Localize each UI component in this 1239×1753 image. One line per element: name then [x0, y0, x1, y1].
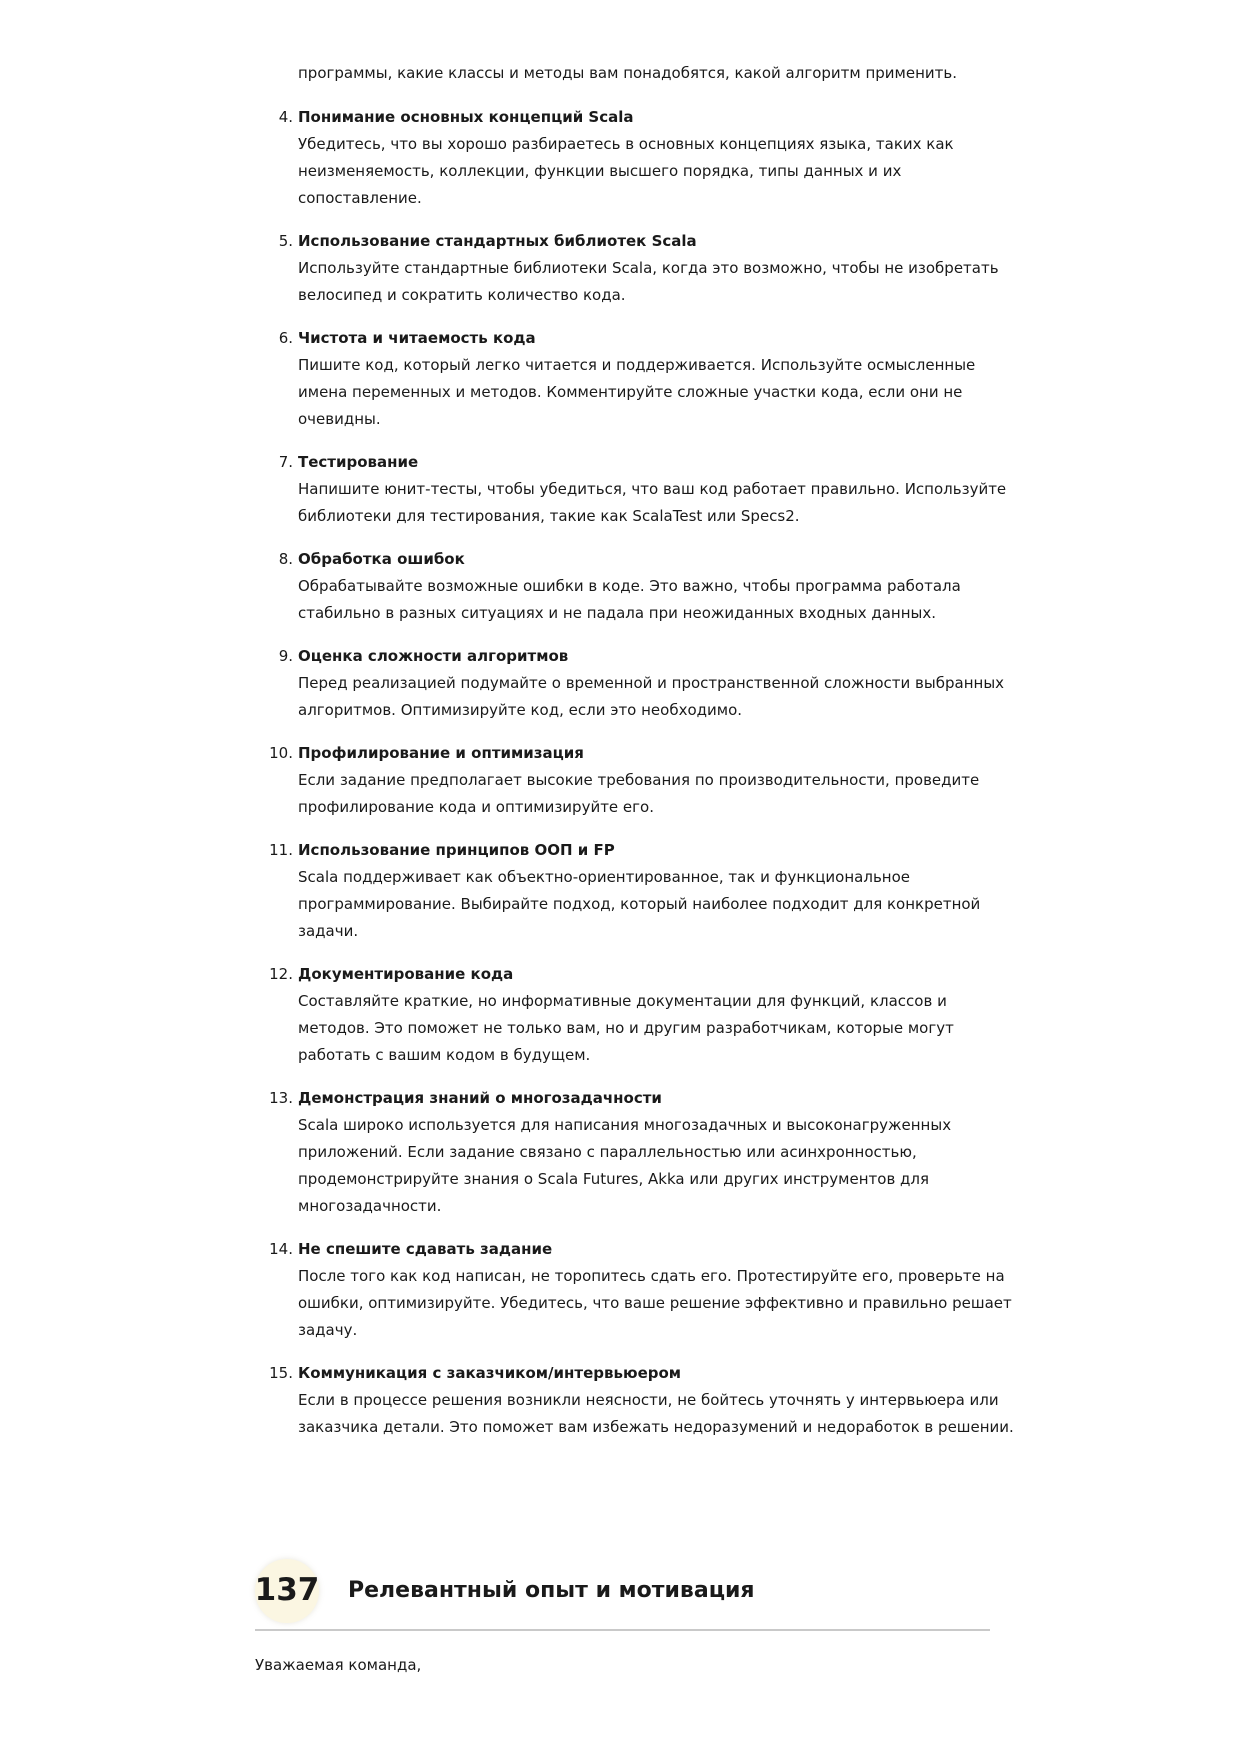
list-item-text — [298, 131, 998, 212]
list-item-number: 14. — [269, 1240, 293, 1258]
list-item — [269, 837, 998, 945]
text-line: ошибки, оптимизируйте. Убедитесь, что ваше решение эффективно и правильно решает — [298, 1294, 1012, 1312]
section-divider — [255, 1629, 990, 1631]
text-line: работать с вашим кодом в будущем. — [298, 1046, 591, 1064]
list-item-title: Демонстрация знаний о многозадачности — [298, 1089, 662, 1107]
text-line: продемонстрируйте знания о Scala Futures, Akka или других инструментов для — [298, 1170, 930, 1188]
text-line: Если задание предполагает высокие требования по производительности, проведите — [298, 771, 980, 789]
list-item-title: Тестирование — [298, 453, 419, 471]
list-item-text — [298, 1263, 1012, 1344]
list-item — [269, 961, 998, 1069]
text-line: алгоритмов. Оптимизируйте код, если это необходимо. — [298, 701, 743, 719]
text-line: Используйте стандартные библиотеки Scala, когда это возможно, чтобы не изобретать — [298, 259, 999, 277]
text-line: очевидны. — [298, 410, 381, 428]
list-item-number: 4. — [278, 108, 293, 126]
list-item-title: Профилирование и оптимизация — [298, 744, 584, 762]
text-line: приложений. Если задание связано с параллельностью или асинхронностью, — [298, 1143, 917, 1161]
list-item-number: 9. — [278, 647, 293, 665]
text-line: неизменяемость, коллекции, функции высшего порядка, типы данных и их — [298, 162, 902, 180]
list-item-number: 8. — [278, 550, 293, 568]
list-item-text — [298, 476, 1007, 530]
intro-text: программы, какие классы и методы вам понадобятся, какой алгоритм применить. — [298, 64, 957, 82]
list-item — [269, 1236, 1012, 1344]
text-line: Если в процессе решения возникли неясности, не бойтесь уточнять у интервьюера или — [298, 1391, 999, 1409]
list-item — [278, 643, 1005, 724]
list-item-number: 6. — [278, 329, 293, 347]
list-item — [269, 1085, 998, 1220]
text-line: стабильно в разных ситуациях и не падала при неожиданных входных данных. — [298, 604, 937, 622]
text-line: Составляйте краткие, но информативные документации для функций, классов и — [298, 992, 947, 1010]
list-item-number: 11. — [269, 841, 293, 859]
list-item-title: Чистота и читаемость кода — [298, 329, 536, 347]
list-item — [278, 546, 998, 627]
list-item — [278, 104, 998, 212]
list-item-text — [298, 255, 998, 309]
list-item-number: 15. — [269, 1364, 293, 1382]
text-line: Перед реализацией подумайте о временной и пространственной сложности выбранных — [298, 674, 1005, 692]
text-line: сопоставление. — [298, 189, 422, 207]
text-line: велосипед и сократить количество кода. — [298, 286, 626, 304]
list-item-text — [298, 864, 998, 945]
text-line: Убедитесь, что вы хорошо разбираетесь в основных концепциях языка, таких как — [298, 135, 954, 153]
list-item — [278, 228, 999, 309]
list-item — [278, 449, 1007, 530]
tips-list — [269, 104, 1014, 1457]
list-item-text — [298, 670, 1005, 724]
list-item-title: Использование стандартных библиотек Scala — [298, 232, 697, 250]
list-item-number: 5. — [278, 232, 293, 250]
text-line: После того как код написан, не торопитесь сдать его. Протестируйте его, проверьте на — [298, 1267, 1005, 1285]
list-item-text — [298, 1112, 998, 1220]
list-item — [278, 325, 998, 433]
list-item-title: Понимание основных концепций Scala — [298, 108, 634, 126]
text-line: программирование. Выбирайте подход, который наиболее подходит для конкретной — [298, 895, 981, 913]
list-item-text — [298, 988, 998, 1069]
list-item-title: Коммуникация с заказчиком/интервьюером — [298, 1364, 682, 1382]
list-item-text — [298, 352, 998, 433]
section-title: Релевантный опыт и мотивация — [348, 1578, 755, 1603]
text-line: Scala широко используется для написания многозадачных и высоконагруженных — [298, 1116, 952, 1134]
list-item-title: Не спешите сдавать задание — [298, 1240, 553, 1258]
list-item-text — [298, 1387, 1014, 1441]
section-number: 137 — [254, 1572, 320, 1608]
list-item — [269, 740, 998, 821]
text-line: задачи. — [298, 922, 359, 940]
list-item-text — [298, 573, 998, 627]
text-line: Пишите код, который легко читается и поддерживается. Используйте осмысленные — [298, 356, 976, 374]
text-line: методов. Это поможет не только вам, но и другим разработчикам, которые могут — [298, 1019, 954, 1037]
list-item — [269, 1360, 1014, 1441]
list-item-title: Использование принципов ООП и FP — [298, 841, 615, 859]
text-line: заказчика детали. Это поможет вам избежать недоразумений и недоработок в решении. — [298, 1418, 1014, 1436]
text-line: Обрабатывайте возможные ошибки в коде. Это важно, чтобы программа работала — [298, 577, 961, 595]
text-line: Scala поддерживает как объектно-ориентированное, так и функциональное — [298, 868, 910, 886]
text-line: профилирование кода и оптимизируйте его. — [298, 798, 654, 816]
text-line: библиотеки для тестирования, такие как ScalaTest или Specs2. — [298, 507, 800, 525]
text-line: многозадачности. — [298, 1197, 442, 1215]
text-line: Напишите юнит-тесты, чтобы убедиться, что ваш код работает правильно. Используйте — [298, 480, 1007, 498]
list-item-title: Обработка ошибок — [298, 550, 465, 568]
list-item-number: 10. — [269, 744, 293, 762]
list-item-title: Документирование кода — [298, 965, 514, 983]
text-line: задачу. — [298, 1321, 358, 1339]
list-item-title: Оценка сложности алгоритмов — [298, 647, 569, 665]
greeting-text: Уважаемая команда, — [255, 1656, 422, 1674]
list-item-number: 7. — [278, 453, 293, 471]
list-item-text — [298, 767, 998, 821]
list-item-number: 13. — [269, 1089, 293, 1107]
list-item-number: 12. — [269, 965, 293, 983]
text-line: имена переменных и методов. Комментируйте сложные участки кода, если они не — [298, 383, 963, 401]
section-header — [255, 1557, 990, 1625]
